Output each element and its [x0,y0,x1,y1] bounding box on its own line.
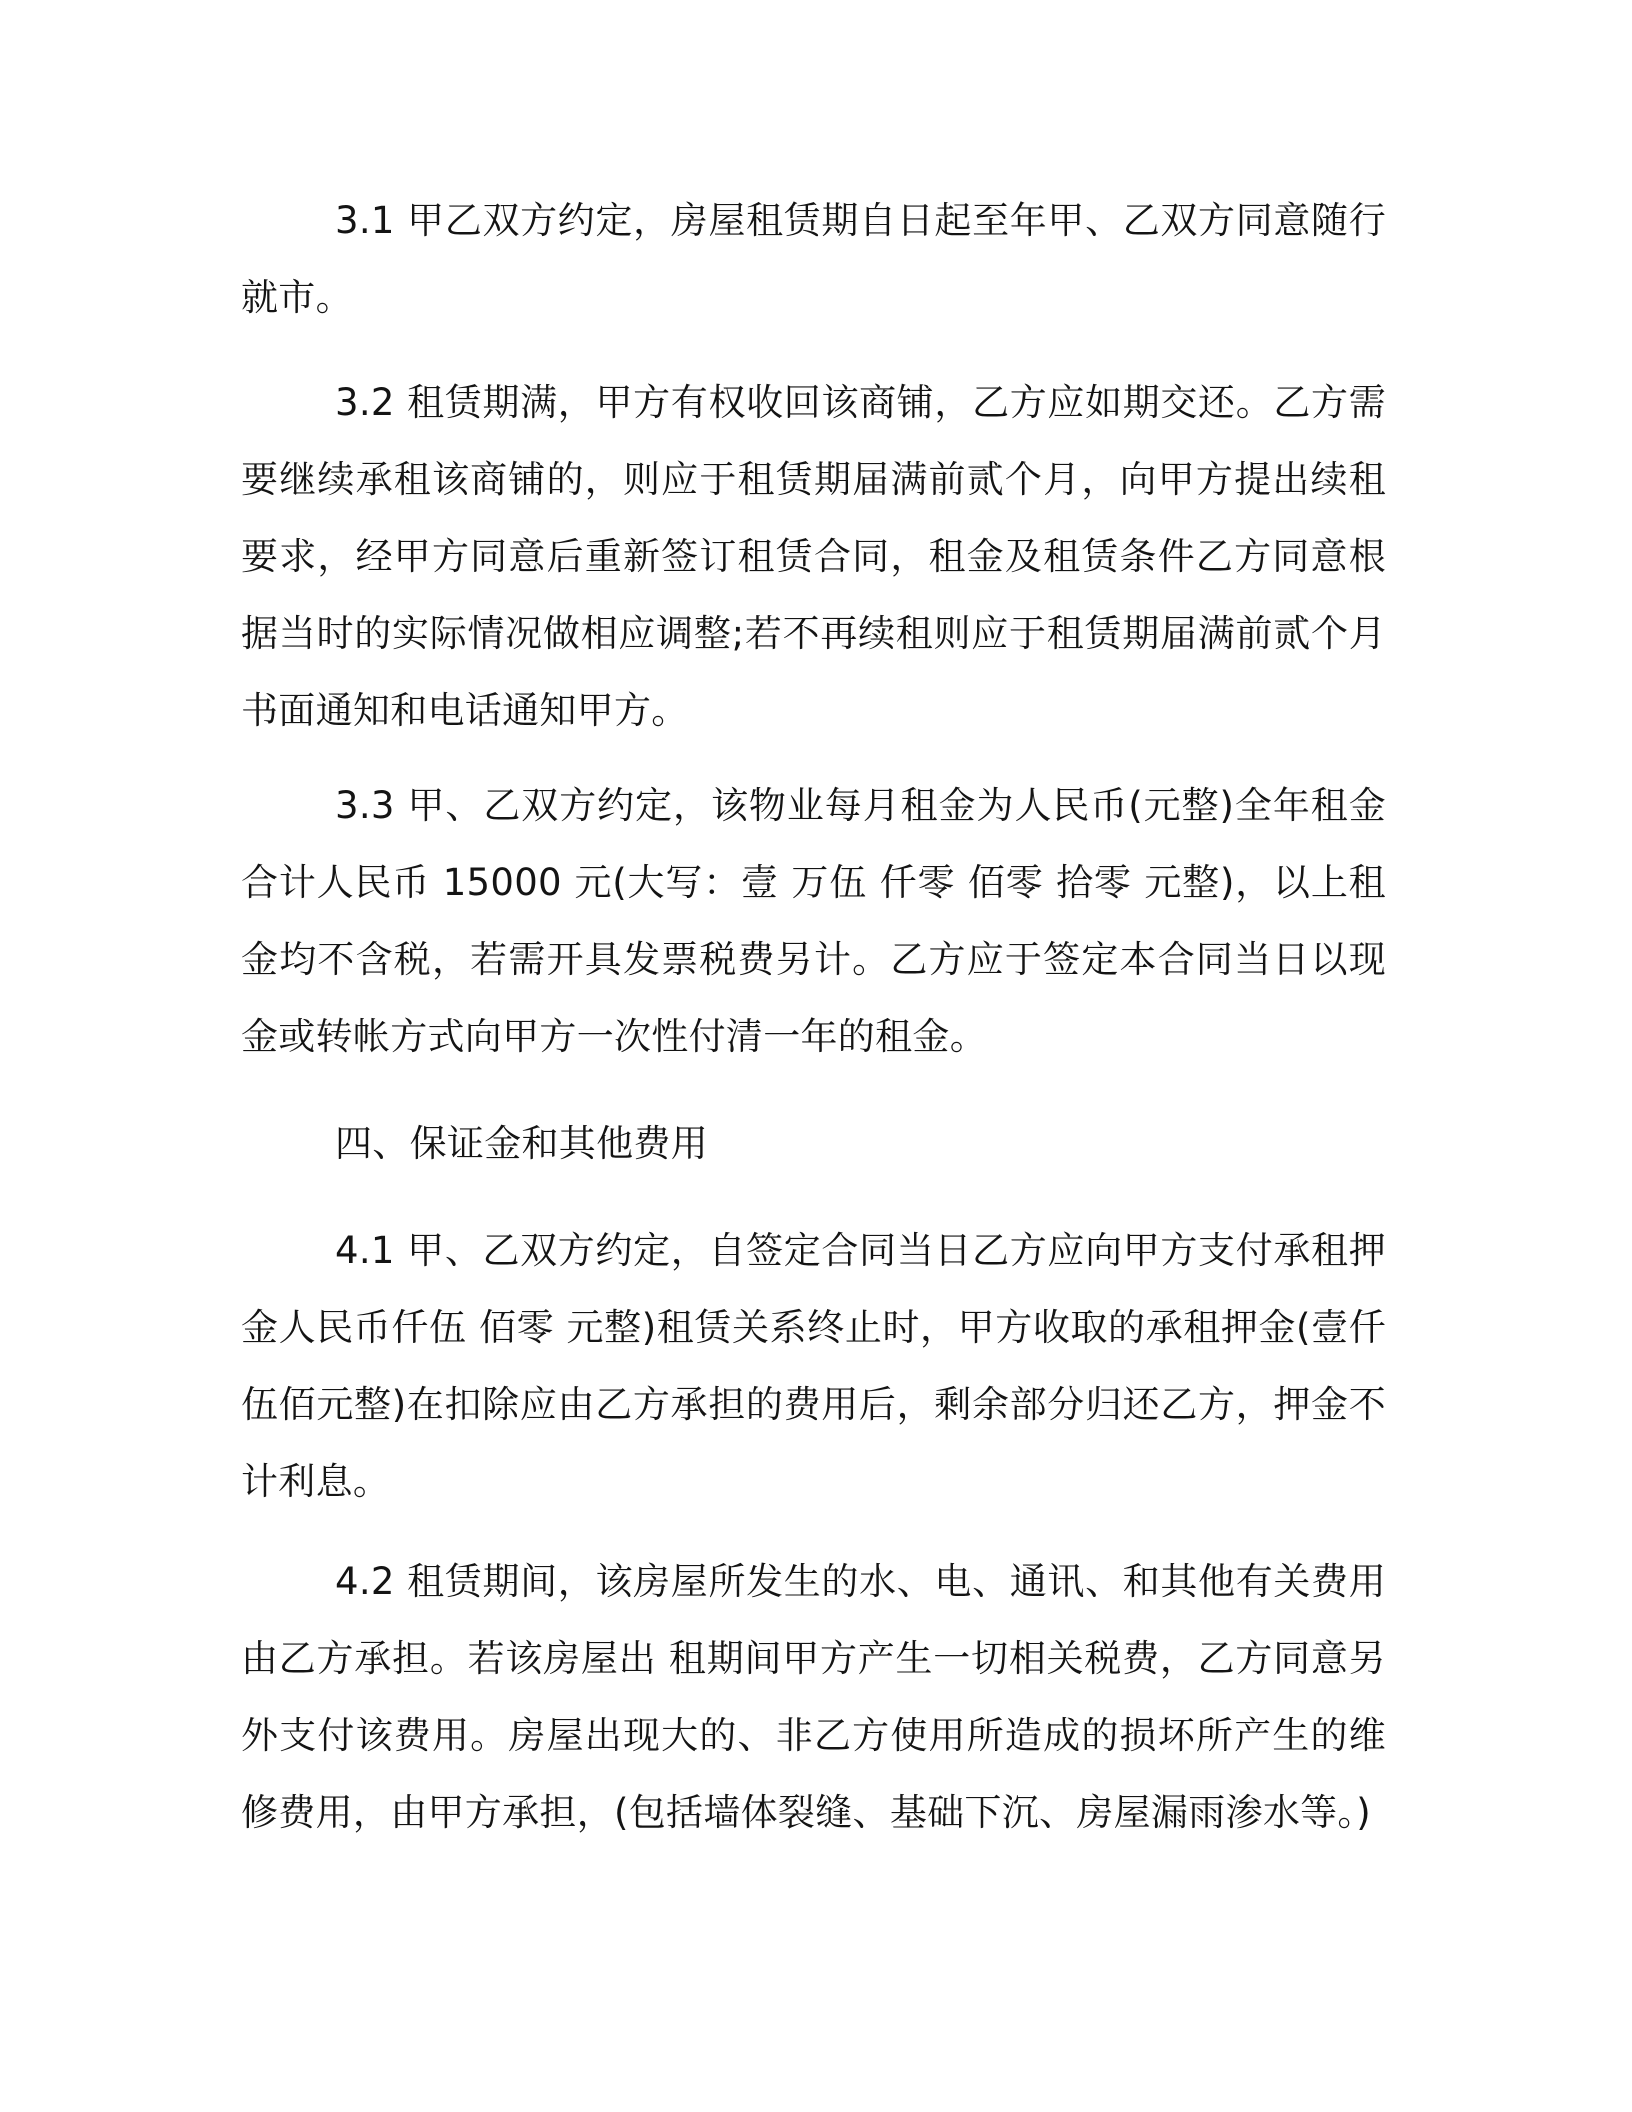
clause-4-1: 4.1 甲、乙双方约定，自签定合同当日乙方应向甲方支付承租押金人民币仟伍 佰零 元整)租赁关系终止时，甲方收取的承租押金(壹仟伍佰元整)在扣除应由乙方承担的费用后，剩余部分归还乙方，押金不计利息。 [241,1229,1386,1503]
clause-3-2: 3.2 租赁期满，甲方有权收回该商铺，乙方应如期交还。乙方需要继续承租该商铺的，则应于租赁期届满前贰个月，向甲方提出续租要求，经甲方同意后重新签订租赁合同，租金及租赁条件乙方同意根据当时的实际情况做相应调整;若不再续租则应于租赁期届满前贰个月书面通知和电话通知甲方。 [241,381,1386,732]
clause-3-3: 3.3 甲、乙双方约定，该物业每月租金为人民币(元整)全年租金合计人民币 15000 元(大写：壹 万伍 仟零 佰零 拾零 元整)，以上租金均不含税，若需开具发票税费另计。乙方应于签定本合同当日以现金或转帐方式向甲方一次性付清一年的租金。 [241,784,1386,1058]
section-4-heading: 四、保证金和其他费用 [335,1122,708,1165]
clause-4-2: 4.2 租赁期间，该房屋所发生的水、电、通讯、和其他有关费用由乙方承担。若该房屋出 租期间甲方产生一切相关税费，乙方同意另外支付该费用。房屋出现大的、非乙方使用所造成的损坏所产生的维修费用，由甲方承担，(包括墙体裂缝、基础下沉、房屋漏雨渗水等。) [241,1560,1386,1834]
clause-3-1: 3.1 甲乙双方约定，房屋租赁期自日起至年甲、乙双方同意随行就市。 [241,199,1386,319]
